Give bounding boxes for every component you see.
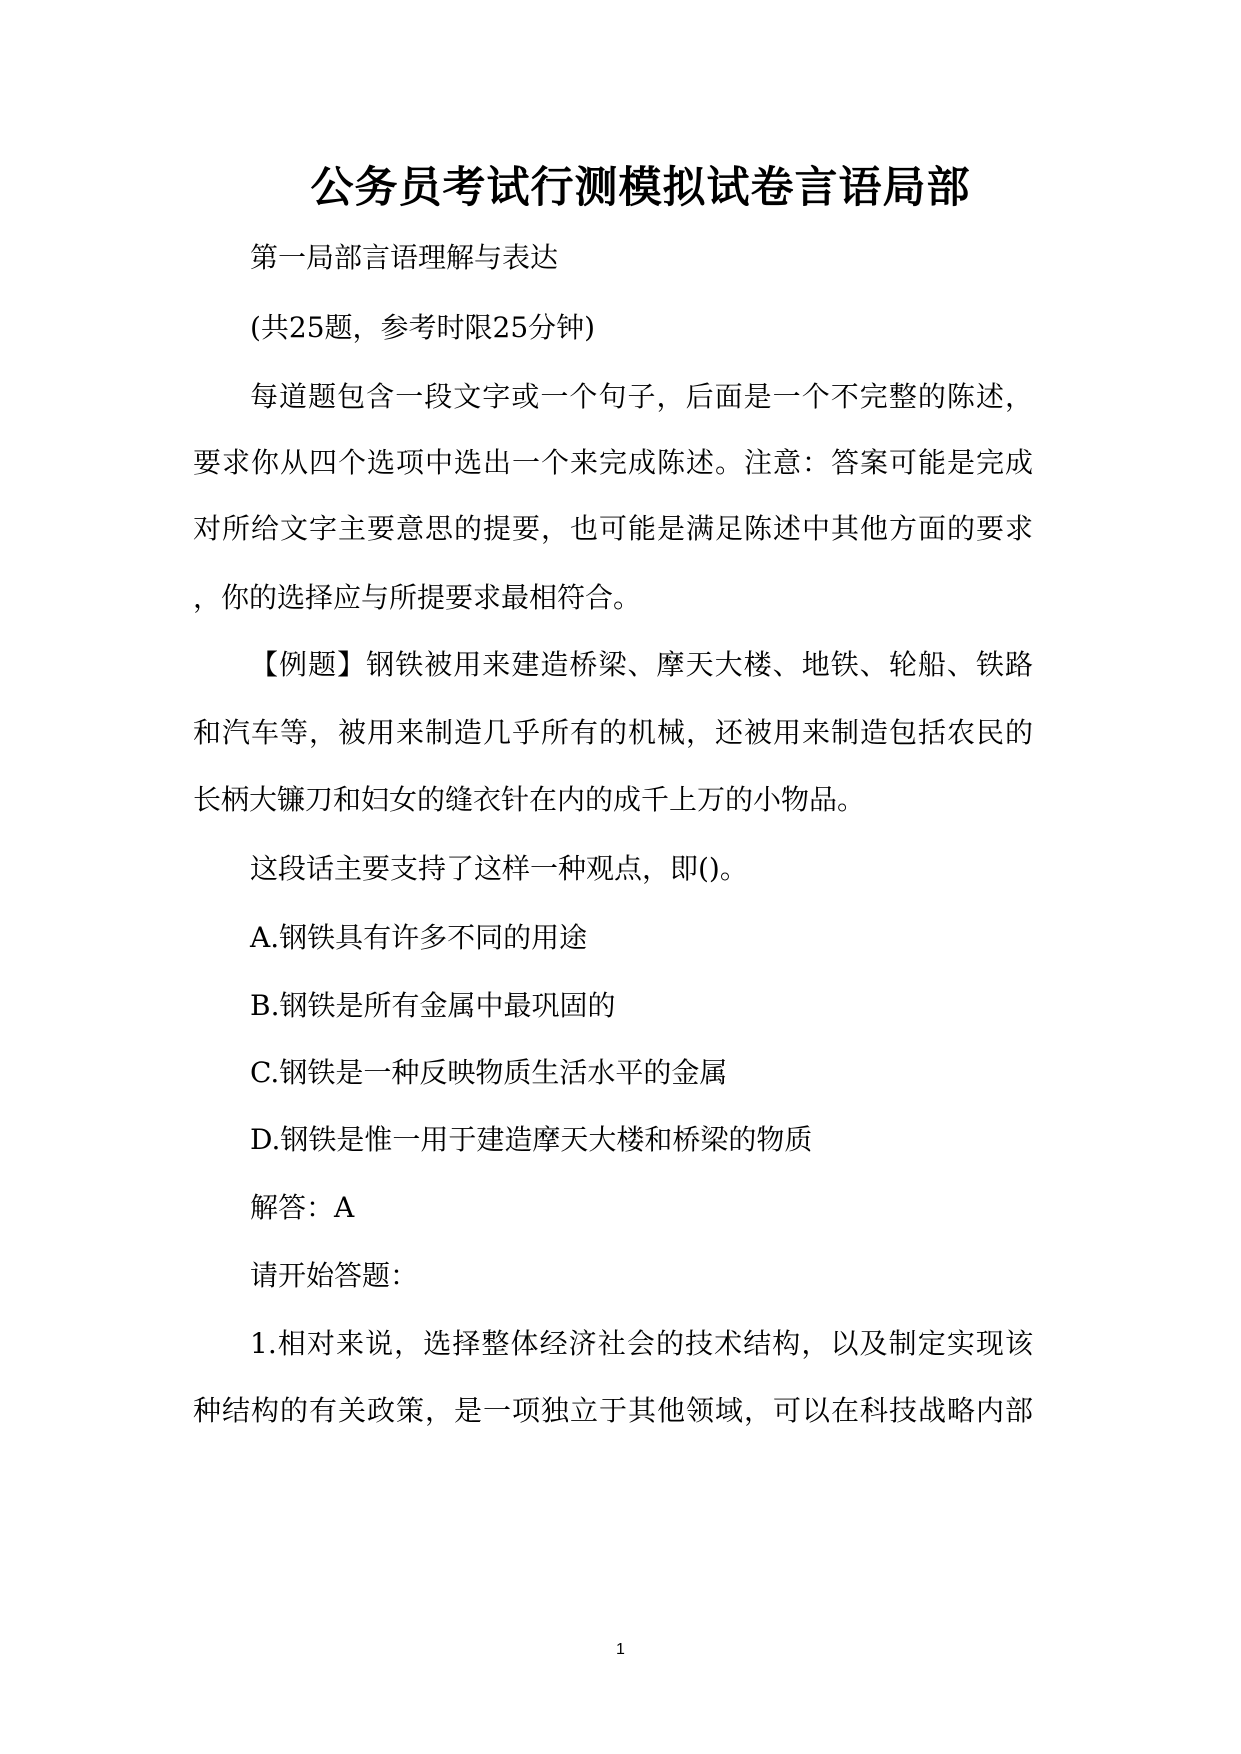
instructions-line-4: ，你的选择应与所提要求最相符合。 (193, 581, 642, 614)
question-1-line-1: 1.相对来说，选择整体经济社会的技术结构，以及制定实现该 (250, 1327, 1033, 1360)
example-answer: 解答：A (250, 1191, 355, 1224)
example-question: 这段话主要支持了这样一种观点，即()。 (250, 852, 748, 885)
instructions-line-1: 每道题包含一段文字或一个句子，后面是一个不完整的陈述， (250, 380, 1033, 413)
page-number: 1 (616, 1641, 625, 1658)
instructions-line-2: 要求你从四个选项中选出一个来完成陈述。注意：答案可能是完成 (193, 446, 1033, 479)
document-title: 公务员考试行测模拟试卷言语局部 (310, 163, 971, 213)
instructions-line-3: 对所给文字主要意思的提要，也可能是满足陈述中其他方面的要求 (193, 512, 1033, 545)
option-b: B.钢铁是所有金属中最巩固的 (250, 989, 616, 1022)
example-line-3: 长柄大镰刀和妇女的缝衣针在内的成千上万的小物品。 (193, 783, 866, 816)
option-a: A.钢铁具有许多不同的用途 (250, 921, 588, 954)
start-prompt: 请开始答题： (250, 1259, 419, 1292)
example-line-1: 【例题】钢铁被用来建造桥梁、摩天大楼、地铁、轮船、铁路 (250, 648, 1033, 681)
section-heading: 第一局部言语理解与表达 (250, 241, 559, 274)
section-subheading: (共25题，参考时限25分钟) (250, 311, 596, 344)
option-c: C.钢铁是一种反映物质生活水平的金属 (250, 1056, 728, 1089)
question-1-line-2: 种结构的有关政策，是一项独立于其他领域，可以在科技战略内部 (193, 1394, 1033, 1427)
option-d: D.钢铁是惟一用于建造摩天大楼和桥梁的物质 (250, 1123, 813, 1156)
example-line-2: 和汽车等，被用来制造几乎所有的机械，还被用来制造包括农民的 (193, 716, 1033, 749)
